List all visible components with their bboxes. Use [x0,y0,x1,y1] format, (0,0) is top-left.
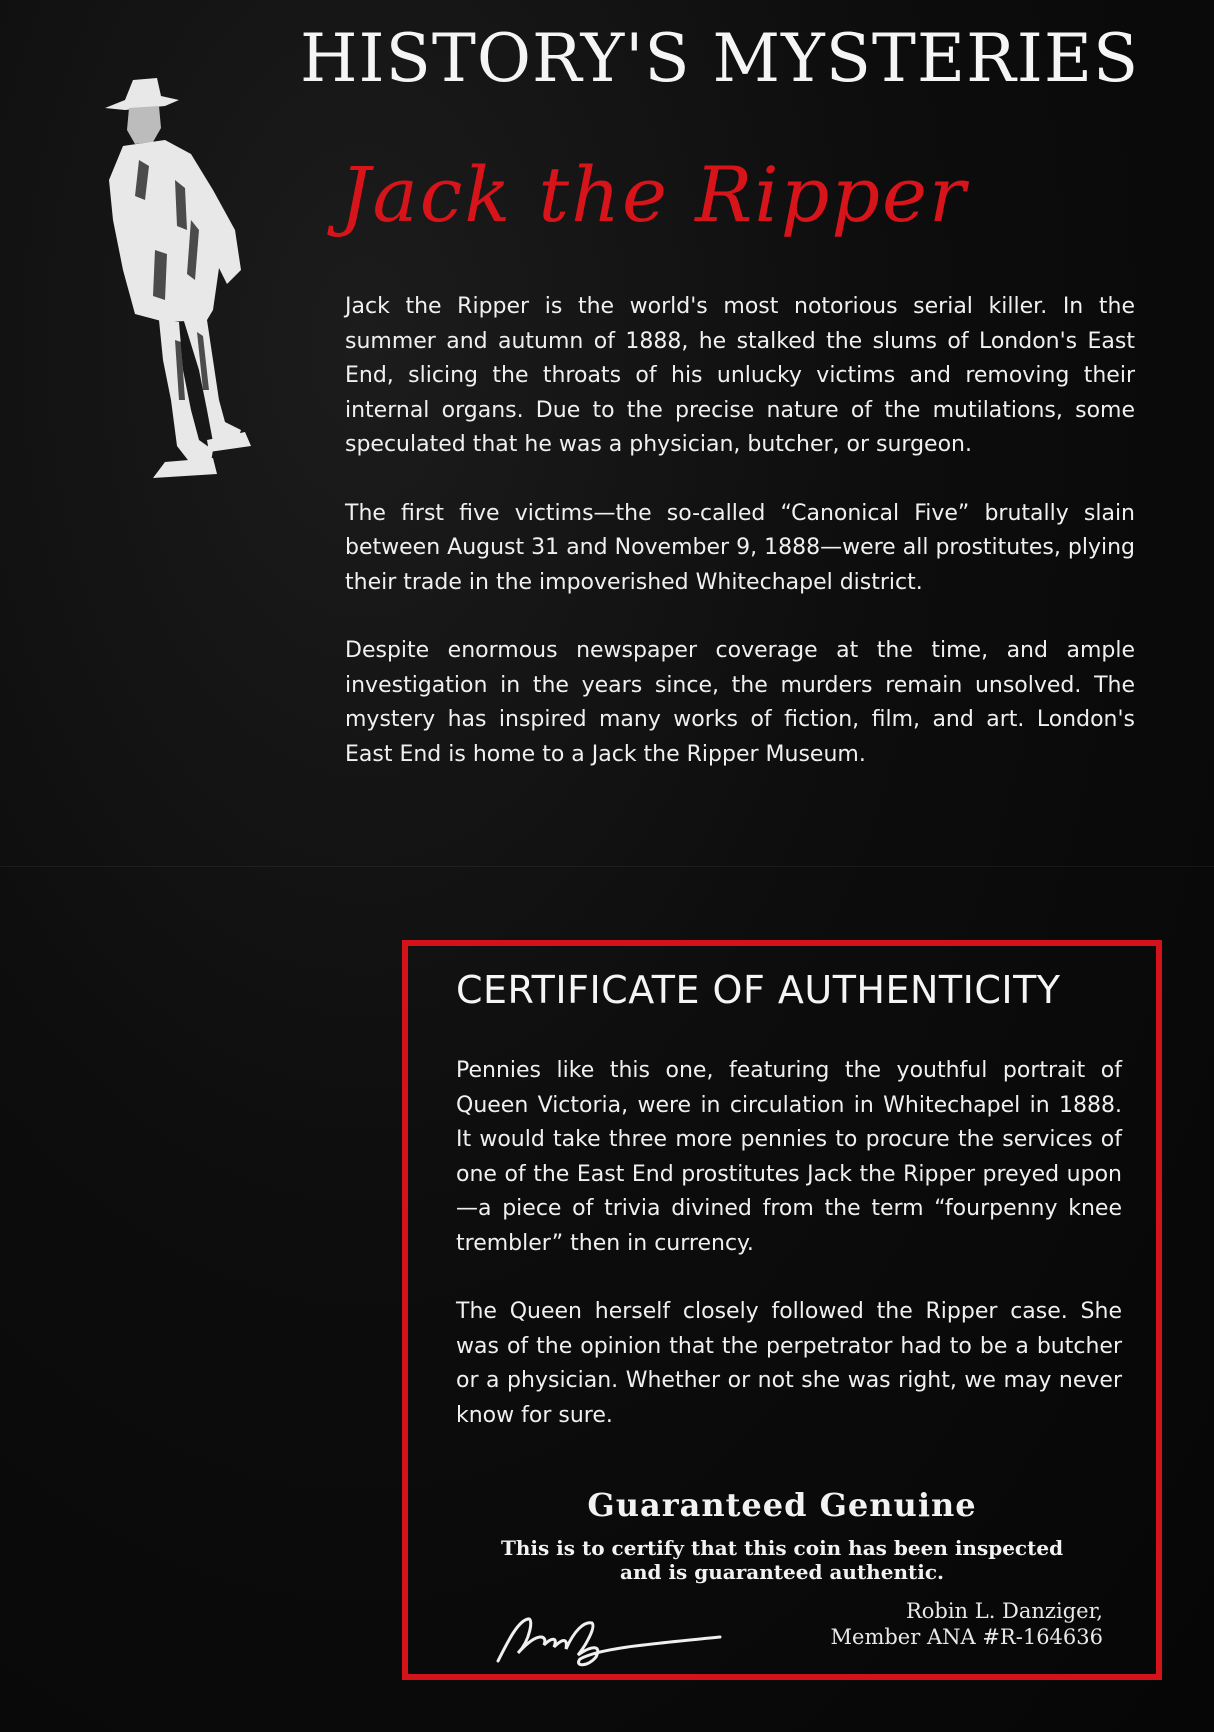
guarantee-text [408,1536,1156,1584]
certificate-paragraph: The Queen herself closely followed the Ripper case. She was of the opinion that the perpetrator had to be a butcher or a physician. Whether or not she was right, we may never know for sure. [456,1299,1122,1428]
certificate-box [402,940,1162,1680]
fold-line [0,866,1214,867]
signer-membership: Member ANA #R-164636 [830,1625,1103,1649]
signer-info [803,1598,1103,1650]
signer-name: Robin L. Danziger, [905,1599,1103,1623]
guarantee-line: This is to certify that this coin has been inspected [500,1536,1064,1560]
intro-paragraph: Jack the Ripper is the world's most notorious serial killer. In the summer and autumn of 1888, he stalked the slums of London's East End, slicing the throats of his unlucky victims and removing their internal organs. Due to the precise nature of the mutilations, some speculated that he was a physician, butcher, or surgeon. [345,294,1135,457]
intro-paragraph: The first five victims—the so-called “Canonical Five” brutally slain between August 31 and November 9, 1888—were all prostitutes, plying their trade in the impoverished Whitechapel district. [345,500,1135,595]
signature-icon [488,1601,728,1671]
certificate-title: CERTIFICATE OF AUTHENTICITY [456,968,1061,1012]
intro-paragraph: Despite enormous newspaper coverage at the time, and ample investigation in the years since, the murders remain unsolved. The mystery has inspired many works of fiction, film, and art. London's East End is home to a Jack the Ripper Museum. [345,638,1135,767]
series-title: HISTORY'S MYSTERIES [300,20,1140,97]
intro-text [345,290,1135,806]
certificate-paragraph: Pennies like this one, featuring the youthful portrait of Queen Victoria, were in circulation in Whitechapel in 1888. It would take three more pennies to procure the services of one of the East End prostitutes Jack the Ripper preyed upon—a piece of trivia divined from the term “fourpenny knee trembler” then in currency. [456,1058,1122,1256]
guarantee-line: and is guaranteed authentic. [620,1560,944,1584]
silhouette-figure-icon [95,70,275,510]
main-title: Jack the Ripper [340,150,968,239]
guarantee-heading: Guaranteed Genuine [587,1486,977,1524]
certificate-body [456,1054,1122,1467]
